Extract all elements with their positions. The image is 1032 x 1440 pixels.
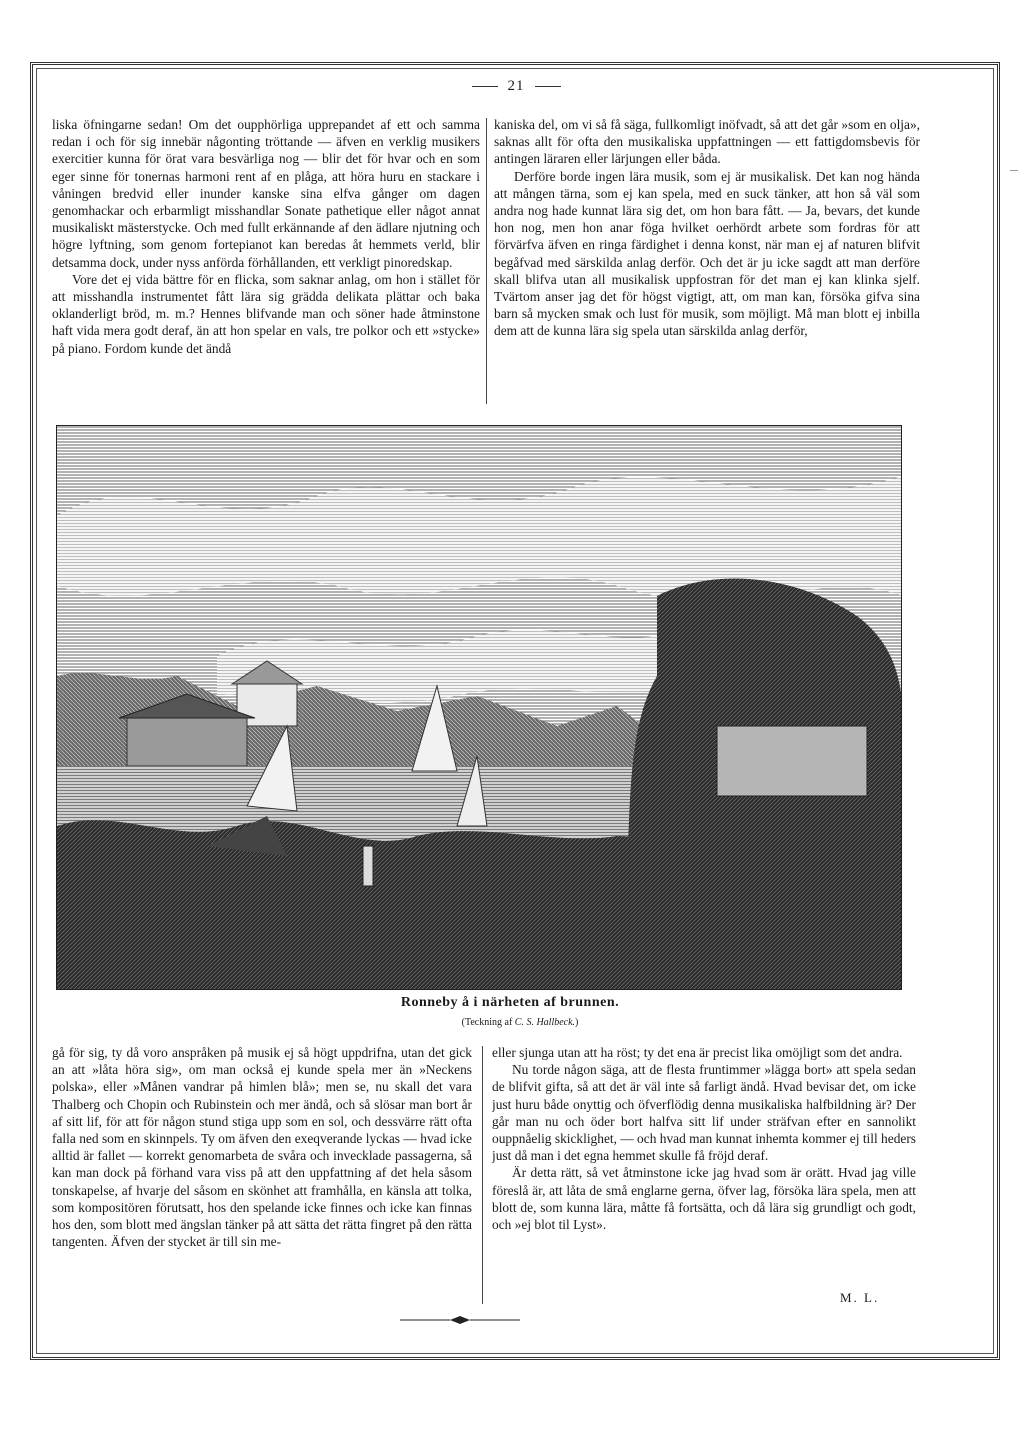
credit-artist: C. S. Hallbeck. — [514, 1017, 576, 1028]
column-divider-bottom — [482, 1046, 483, 1304]
page-number-dash-left — [472, 86, 498, 87]
paragraph: Nu torde någon säga, att de flesta fruntimmer »lägga bort» att spela sedan de blifvit gifta, så att det är väl inte så farligt ändå. Hvad bevisar det, om icke just huru både onyttig och öfverflödig denna musikaliska halfbildning är? Der går man nu och öder bort halfva sitt lif under sträfvan efter en sannolikt ouppnåelig skicklighet, — och hvad man kunnat inhemta kommer ej till heders just då man i det egna hemmet skulle få fröjd deraf. — [492, 1062, 916, 1164]
page-number — [0, 78, 1032, 95]
figure-woman — [363, 846, 373, 886]
paragraph: kaniska del, om vi så få säga, fullkomligt inöfvadt, så att det går »som en olja», saknas allt för ofta den musikaliska uppfattningen — ett fattigdomsbevis för antingen läraren eller lärjungen eller båda. — [494, 117, 920, 167]
author-signature: M. L. — [840, 1290, 880, 1305]
credit-prefix: (Teckning af — [461, 1017, 513, 1028]
credit-suffix: ) — [575, 1017, 579, 1028]
top-left-column — [52, 116, 480, 406]
paragraph: Derföre borde ingen lära musik, som ej är musikalisk. Det kan nog hända att mången tärna, som ej kan spela, med en suck tänker, att hon så väl som andra nog hade kunnat lära sig det, om hon bara fått. — Ja, bevars, det kunde hon nog, men hon anar föga hvilket oerhördt arbete som fordras för att förvärfva äfven en ringa färdighet i denna konst, när man ej af naturen blifvit begåfvad med särskilda anlag derför. Och det är ju icke sagdt att man derföre skall blifva utan all musikalisk uppfostran för det man ej kan klinka sjelf. Tvärtom anser jag det för högst vigtigt, att, om man kan, försöka gifva sina barn så mycken smak och lust för musik, som möjligt. Må man blott ej inbilla dem att de kunna lära sig spela utan särskilda anlag derför, — [494, 168, 920, 339]
paragraph: liska öfningarne sedan! Om det oupphörliga upprepandet af ett och samma redan i och för sig innebär någonting tröttande — äfven en verklig musikers exercitier kunna för örat vara besvärliga nog — blir det för hvar och en som eger sinne för tonernas harmoni rent af en plåga, att höra huru en stackare i våningen bredvid eller inunder kanske sina elfva gånger om dagen genomhackar och erbarmligt misshandlar Sonate pathetique eller något annat musikaliskt mästerstycke. Och med fullt erkännande af den ädlare njutning och högre lyftning, som genom fortepianot kan beredas åt hemmets verld, blir detsamma dock, under nyss anförda förhållanden, ett verkligt pinoredskap. — [52, 117, 480, 270]
bottom-left-column — [52, 1044, 472, 1306]
bathhouse — [717, 726, 867, 796]
margin-mark — [1010, 170, 1018, 171]
page-number-text: 21 — [507, 78, 525, 94]
landscape-engraving — [57, 426, 902, 990]
page-number-dash-right — [535, 86, 561, 87]
paragraph: Vore det ej vida bättre för en flicka, som saknar anlag, om hon i stället för att misshandla instrumentet fått lära sig grädda delikata plättar och baka oklanderligt bröd, m. m.? Hennes blifvande man och söner hade åtminstone haft vida mera godt deraf, än att hon spelar en vals, tre polkor och ett »stycke» på piano. Fordom kunde det ändå — [52, 271, 480, 356]
paragraph: eller sjunga utan att ha röst; ty det ena är precist lika omöjligt som det andra. — [492, 1045, 903, 1060]
figure-credit — [300, 1017, 740, 1028]
paragraph: Är detta rätt, så vet åtminstone icke jag hvad som är orätt. Hvad jag ville föreslå är, att låta de små englarne gerna, öfver lag, försöka lära spela, men att blott de, som kunna lära, måtte få fortsätta, och då lära sig grundligt och godt, och »ej blot til Lyst». — [492, 1165, 916, 1233]
end-ornament — [400, 1315, 520, 1325]
paragraph: gå för sig, ty då voro anspråken på musik ej så högt uppdrifna, utan det gick an att »låta höra sig», om man också ej kunde spela mer än »Neckens polska», eller »Månen vandrar på himlen blå»; men se, nu skall det vara Thalberg och Chopin och Rubinstein och mer ändå, och så slösar man bort år af sitt lif, för att för någon stund stiga upp som en sol, och dessvärre rätt ofta falla ned som en skinnpels. Ty om äfven den exeqverande lyckas — hvad icke alltid är fallet — korrekt genomarbeta de svåra och invecklade passagerna, så kan man dock på förhand vara viss på att den uppfattning af det hela såsom tonskapelse, af hvarje del såsom en skönhet att framhålla, en känsla att tolka, som kompositören förutsatt, hos den spelande icke finnes och icke kan finnas hos den, som blott med ängslan tänker på att sätta det rätta fingret på den rätta tangenten. Äfven der stycket är till sin me- — [52, 1045, 472, 1250]
bottom-right-column — [492, 1044, 916, 1306]
column-divider-top — [486, 118, 487, 404]
figure-caption: Ronneby å i närheten af brunnen. — [400, 995, 620, 1010]
top-right-column — [494, 116, 920, 406]
foreground-bushes — [57, 820, 902, 990]
left-house — [127, 716, 247, 766]
engraving-illustration — [56, 425, 902, 990]
